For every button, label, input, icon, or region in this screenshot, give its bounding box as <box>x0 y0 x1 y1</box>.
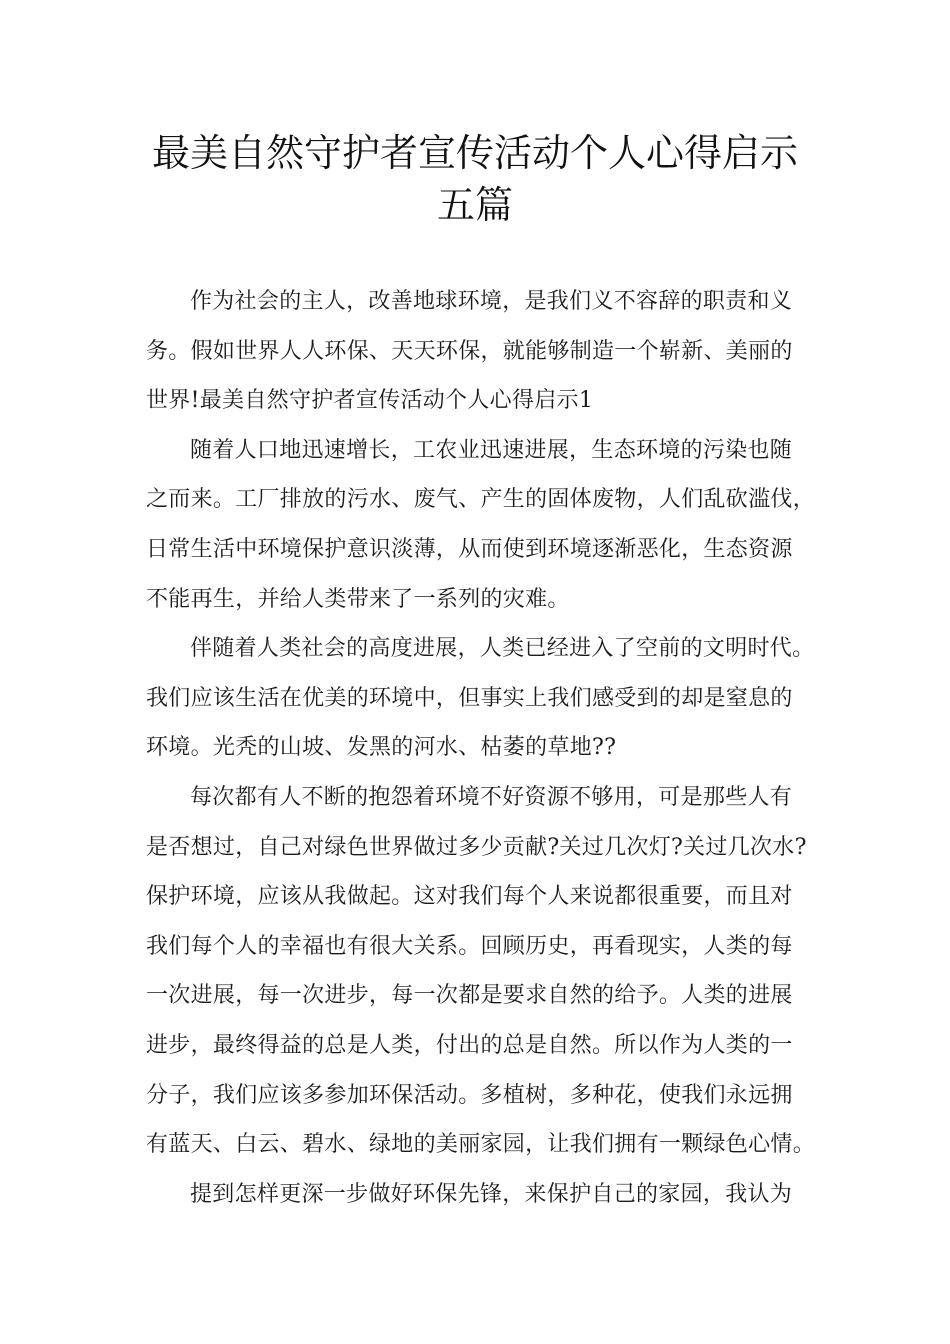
document-title-line-1: 最美自然守护者宣传活动个人心得启示 <box>151 131 798 175</box>
paragraph-line: 每次都有人不断的抱怨着环境不好资源不够用，可是那些人有 <box>190 784 793 810</box>
document-body <box>146 277 816 1219</box>
paragraph-line: 是否想过，自己对绿色世界做过多少贡献?关过几次灯?关过几次水? <box>146 834 807 860</box>
paragraph-line: 作为社会的主人，改善地球环境，是我们义不容辞的职责和义 <box>190 289 793 314</box>
paragraph-line: 我们应该生活在优美的环境中，但事实上我们感受到的却是窒息的 <box>146 685 793 711</box>
paragraph-line: 务。假如世界人人环保、天天环保，就能够制造一个崭新、美丽的 <box>146 338 793 364</box>
paragraph-line: 环境。光秃的山坡、发黑的河水、枯萎的草地?? <box>146 735 617 761</box>
paragraph-line: 不能再生，并给人类带来了一系列的灾难。 <box>146 586 570 612</box>
paragraph-line: 日常生活中环境保护意识淡薄，从而使到环境逐渐恶化，生态资源 <box>146 536 793 562</box>
paragraph-line: 世界!最美自然守护者宣传活动个人心得启示1 <box>146 388 594 414</box>
paragraph-line: 之而来。工厂排放的污水、废气、产生的固体废物，人们乱砍滥伐， <box>146 487 816 513</box>
paragraph-line: 提到怎样更深一步做好环保先锋，来保护自己的家园，我认为 <box>190 1181 793 1207</box>
paragraph-line: 我们每个人的幸福也有很大关系。回顾历史，再看现实，人类的每 <box>146 933 793 959</box>
paragraph-line: 进步，最终得益的总是人类，付出的总是自然。所以作为人类的一 <box>146 1032 793 1058</box>
paragraph-line: 随着人口地迅速增长，工农业迅速进展，生态环境的污染也随 <box>190 437 793 463</box>
paragraph-line: 分子，我们应该多参加环保活动。多植树，多种花，使我们永远拥 <box>146 1082 793 1108</box>
paragraph-line: 一次进展，每一次进步，每一次都是要求自然的给予。人类的进展 <box>146 983 793 1009</box>
paragraph-line: 保护环境，应该从我做起。这对我们每个人来说都很重要，而且对 <box>146 884 793 910</box>
paragraph-line: 伴随着人类社会的高度进展，人类已经进入了空前的文明时代。 <box>190 636 815 662</box>
document-title-line-2: 五篇 <box>436 183 513 227</box>
paragraph-line: 有蓝天、白云、碧水、绿地的美丽家园，让我们拥有一颗绿色心情。 <box>146 1132 816 1158</box>
